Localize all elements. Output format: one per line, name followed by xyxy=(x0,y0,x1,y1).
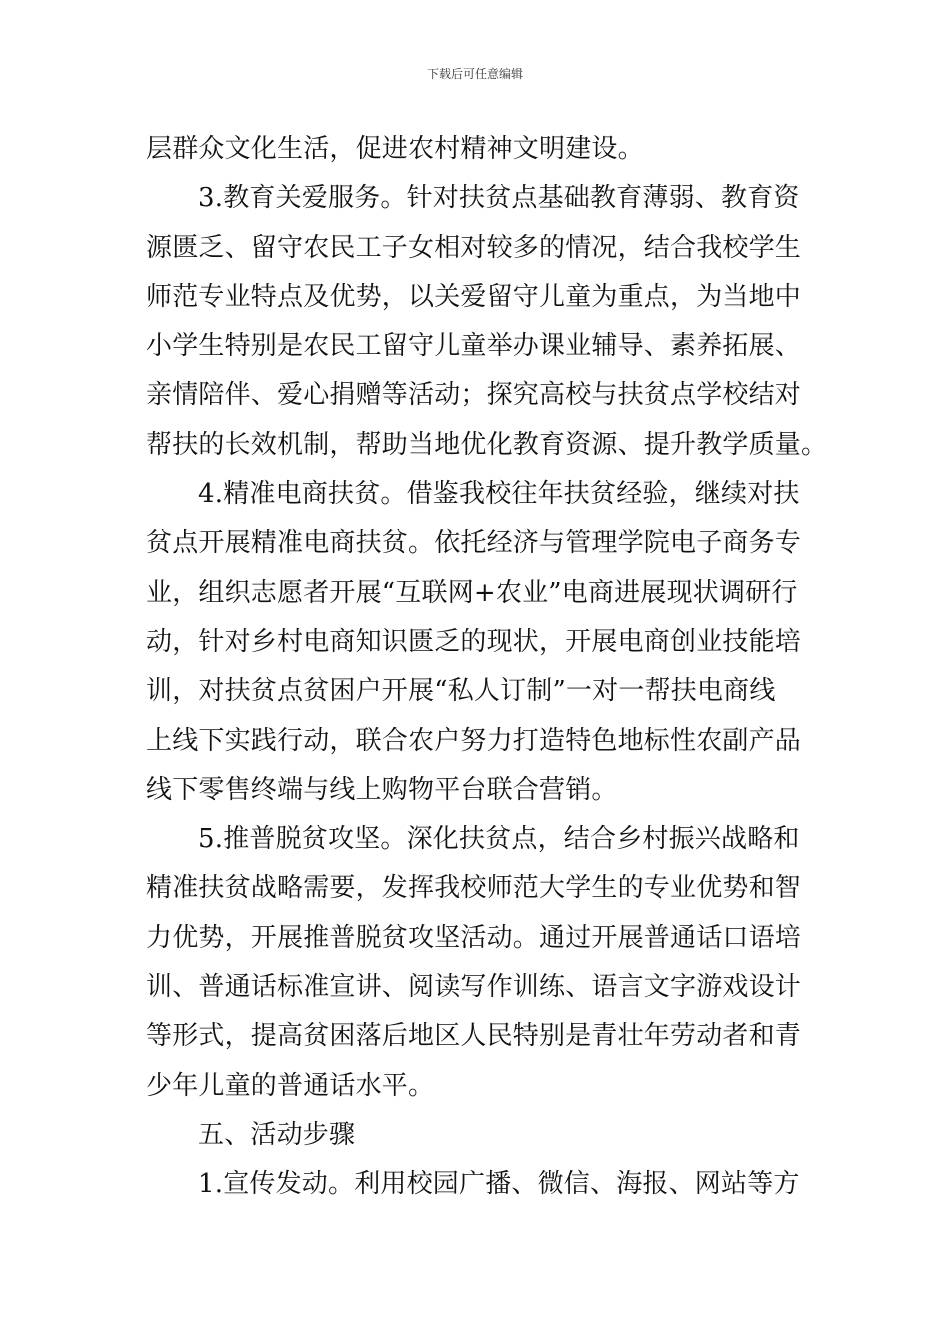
text-line: 力优势，开展推普脱贫攻坚活动。通过开展普通话口语培 xyxy=(146,922,802,953)
text-line: 师范专业特点及优势，以关爱留守儿童为重点，为当地中 xyxy=(146,281,802,312)
text-line: 训，对扶贫点贫困户开展“私人订制”一对一帮扶电商线 xyxy=(146,676,776,707)
document-body xyxy=(146,125,828,1210)
section-heading: 五、活动步骤 xyxy=(198,1119,356,1150)
text-line: 等形式，提高贫困落后地区人民特别是青壮年劳动者和青 xyxy=(146,1021,802,1052)
text-line: 业，组织志愿者开展“互联网+农业”电商进展现状调研行 xyxy=(146,577,798,608)
text-line: 帮扶的长效机制，帮助当地优化教育资源、提升教学质量。 xyxy=(146,429,828,460)
text-line: 线下零售终端与线上购物平台联合营销。 xyxy=(146,774,618,805)
text-line: 4.精准电商扶贫。借鉴我校往年扶贫经验，继续对扶 xyxy=(198,479,800,510)
text-line: 动，针对乡村电商知识匮乏的现状，开展电商创业技能培 xyxy=(146,626,802,657)
text-line: 5.推普脱贫攻坚。深化扶贫点，结合乡村振兴战略和 xyxy=(198,824,800,855)
text-line: 上线下实践行动，联合农户努力打造特色地标性农副产品 xyxy=(146,725,802,756)
text-line: 1.宣传发动。利用校园广播、微信、海报、网站等方 xyxy=(198,1169,800,1200)
text-line: 贫点开展精准电商扶贫。依托经济与管理学院电子商务专 xyxy=(146,528,802,559)
text-line: 小学生特别是农民工留守儿童举办课业辅导、素养拓展、 xyxy=(146,331,802,362)
text-line: 层群众文化生活，促进农村精神文明建设。 xyxy=(146,134,644,164)
text-line: 精准扶贫战略需要，发挥我校师范大学生的专业优势和智 xyxy=(146,873,802,904)
text-line: 3.教育关爱服务。针对扶贫点基础教育薄弱、教育资 xyxy=(198,183,800,214)
text-line: 亲情陪伴、爱心捐赠等活动；探究高校与扶贫点学校结对 xyxy=(146,380,802,411)
text-line: 少年儿童的普通话水平。 xyxy=(146,1070,435,1101)
text-line: 训、普通话标准宣讲、阅读写作训练、语言文字游戏设计 xyxy=(146,972,802,1003)
page-header: 下载后可任意编辑 xyxy=(426,67,523,81)
text-line: 源匮乏、留守农民工子女相对较多的情况，结合我校学生 xyxy=(146,232,802,263)
